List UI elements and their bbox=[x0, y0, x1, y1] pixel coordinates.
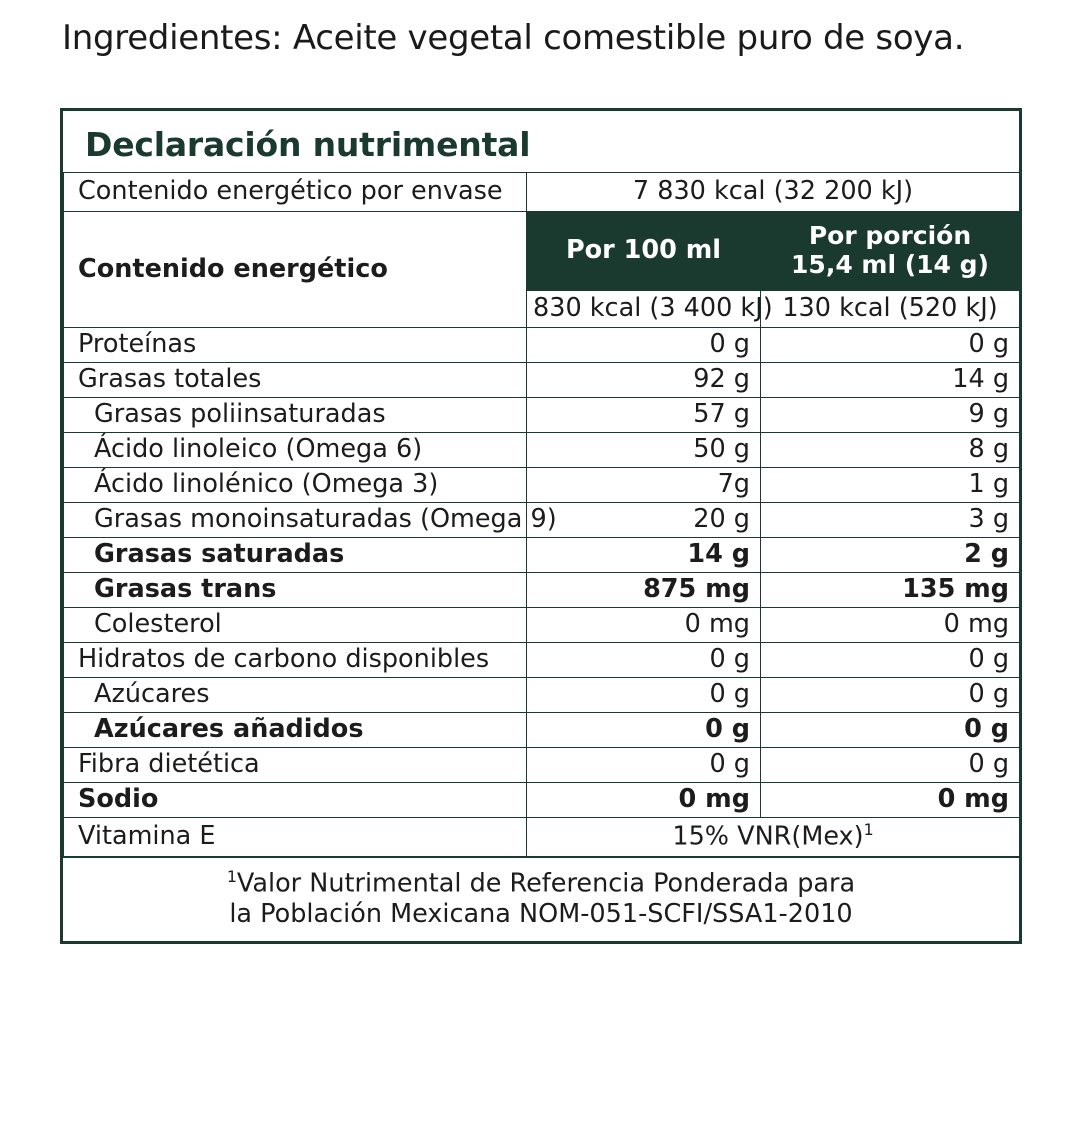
table-row bbox=[64, 433, 1020, 468]
table-row bbox=[64, 748, 1020, 783]
column-header-per-100ml: Por 100 ml bbox=[527, 212, 761, 291]
footnote-line-2: la Población Mexicana NOM-051-SCFI/SSA1-2010 bbox=[229, 898, 853, 929]
table-header-row bbox=[64, 212, 1020, 291]
nutrient-name: Proteínas bbox=[64, 328, 527, 363]
nutrient-name: Ácido linolénico (Omega 3) bbox=[64, 468, 527, 503]
nutrient-value-per-portion: 0 g bbox=[761, 328, 1020, 363]
panel-title: Declaración nutrimental bbox=[85, 125, 531, 164]
nutrient-value-per-100ml: 20 g bbox=[527, 503, 761, 538]
nutrient-value-per-portion: 0 g bbox=[761, 678, 1020, 713]
nutrient-value-per-100ml: 57 g bbox=[527, 398, 761, 433]
nutrient-value-per-100ml: 0 g bbox=[527, 328, 761, 363]
table-row bbox=[64, 538, 1020, 573]
nutrient-value-per-portion: 3 g bbox=[761, 503, 1020, 538]
nutrient-name: Hidratos de carbono disponibles bbox=[64, 643, 527, 678]
nutrient-value-per-100ml: 0 g bbox=[527, 713, 761, 748]
nutrient-value-per-100ml: 7g bbox=[527, 468, 761, 503]
nutrient-name: Azúcares añadidos bbox=[64, 713, 527, 748]
per-portion-line1: Por porción bbox=[808, 221, 972, 250]
nutrient-value-per-portion: 0 mg bbox=[761, 783, 1020, 818]
nutrient-value-per-portion: 1 g bbox=[761, 468, 1020, 503]
energy-value-per-portion: 130 kcal (520 kJ) bbox=[761, 291, 1020, 328]
column-header-per-portion bbox=[761, 212, 1020, 291]
nutrient-value-per-portion: 0 mg bbox=[761, 608, 1020, 643]
footnote-line-1 bbox=[73, 868, 1009, 899]
column-header-name: Contenido energético bbox=[64, 212, 527, 328]
nutrient-name: Sodio bbox=[64, 783, 527, 818]
vitamin-e-value bbox=[527, 818, 1020, 857]
table-row-vitamin-e bbox=[64, 818, 1020, 857]
vitamin-e-footnote-marker: 1 bbox=[863, 820, 874, 839]
nutrient-name: Grasas monoinsaturadas (Omega 9) bbox=[64, 503, 527, 538]
nutrient-value-per-100ml: 875 mg bbox=[527, 573, 761, 608]
nutrient-name: Grasas poliinsaturadas bbox=[64, 398, 527, 433]
nutrient-value-per-portion: 0 g bbox=[761, 643, 1020, 678]
table-row-energy-per-package bbox=[64, 173, 1020, 212]
nutrient-name-vitamin-e: Vitamina E bbox=[64, 818, 527, 857]
table-row bbox=[64, 608, 1020, 643]
nutrition-declaration-panel bbox=[60, 108, 1022, 944]
nutrient-value-per-100ml: 92 g bbox=[527, 363, 761, 398]
table-row bbox=[64, 783, 1020, 818]
table-row bbox=[64, 363, 1020, 398]
table-row bbox=[64, 678, 1020, 713]
nutrient-value-per-100ml: 50 g bbox=[527, 433, 761, 468]
nutrient-value-per-100ml: 0 g bbox=[527, 643, 761, 678]
nutrient-value-per-portion: 0 g bbox=[761, 748, 1020, 783]
nutrition-table bbox=[63, 172, 1020, 857]
footnote-text-1: Valor Nutrimental de Referencia Ponderada para bbox=[236, 868, 856, 898]
nutrient-value-per-100ml: 0 g bbox=[527, 678, 761, 713]
nutrient-value-per-100ml: 0 mg bbox=[527, 608, 761, 643]
nutrient-name: Colesterol bbox=[64, 608, 527, 643]
nutrient-value-per-portion: 14 g bbox=[761, 363, 1020, 398]
table-row bbox=[64, 713, 1020, 748]
nutrient-name: Fibra dietética bbox=[64, 748, 527, 783]
nutrient-value-per-portion: 0 g bbox=[761, 713, 1020, 748]
nutrient-value-per-100ml: 0 g bbox=[527, 748, 761, 783]
nutrient-value-per-portion: 9 g bbox=[761, 398, 1020, 433]
nutrient-name: Grasas totales bbox=[64, 363, 527, 398]
energy-per-package-value: 7 830 kcal (32 200 kJ) bbox=[527, 173, 1020, 212]
nutrient-value-per-portion: 2 g bbox=[761, 538, 1020, 573]
nutrient-value-per-100ml: 14 g bbox=[527, 538, 761, 573]
nutrient-name: Grasas trans bbox=[64, 573, 527, 608]
nutrient-value-per-100ml: 0 mg bbox=[527, 783, 761, 818]
table-row bbox=[64, 503, 1020, 538]
energy-per-package-label: Contenido energético por envase bbox=[64, 173, 527, 212]
nutrient-value-per-portion: 135 mg bbox=[761, 573, 1020, 608]
table-row bbox=[64, 468, 1020, 503]
footnote-marker: 1 bbox=[226, 866, 237, 886]
footnote bbox=[63, 857, 1019, 942]
table-row bbox=[64, 643, 1020, 678]
per-portion-line2: 15,4 ml (14 g) bbox=[791, 249, 989, 279]
energy-value-per-100ml: 830 kcal (3 400 kJ) bbox=[527, 291, 761, 328]
table-row bbox=[64, 573, 1020, 608]
nutrient-name: Grasas saturadas bbox=[64, 538, 527, 573]
nutrient-name: Azúcares bbox=[64, 678, 527, 713]
nutrient-value-per-portion: 8 g bbox=[761, 433, 1020, 468]
ingredients-statement: Ingredientes: Aceite vegetal comestible puro de soya. bbox=[62, 18, 965, 58]
vitamin-e-value-text: 15% VNR(Mex) bbox=[672, 821, 864, 852]
table-row bbox=[64, 398, 1020, 433]
nutrient-name: Ácido linoleico (Omega 6) bbox=[64, 433, 527, 468]
table-row bbox=[64, 328, 1020, 363]
